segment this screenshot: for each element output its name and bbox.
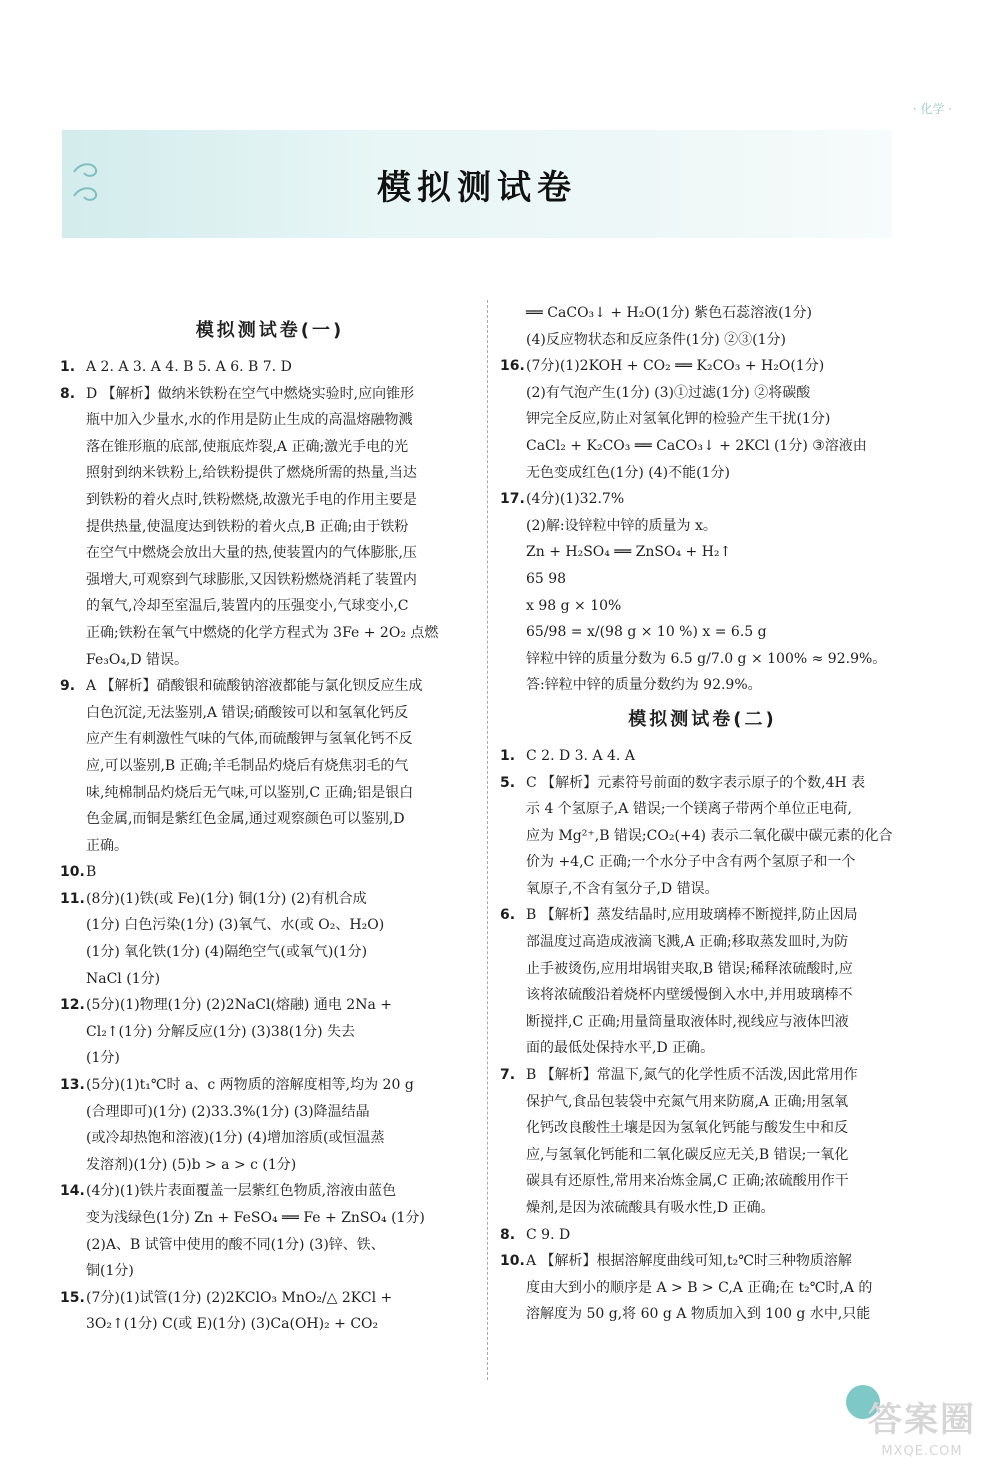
answer-line: (1分) 氧化铁(1分) (4)隔绝空气(或氧气)(1分) [86,944,368,961]
answer-body [526,743,905,770]
answer-body [526,300,905,353]
answer-line: 强增大,可观察到气球膨胀,又因铁粉燃烧消耗了装置内 [86,571,417,588]
answer-item [500,486,905,699]
answer-line: x 98 g × 10% [526,597,622,614]
answer-body [86,381,480,674]
answer-line: B 【解析】蒸发结晶时,应用玻璃棒不断搅拌,防止因局 [526,907,858,924]
answer-line: ══ CaCO₃↓ + H₂O(1分) 紫色石蕊溶液(1分) [526,305,812,321]
answer-line: 止手被烫伤,应用坩埚钳夹取,B 错误;稀释浓硫酸时,应 [526,960,853,977]
answer-body [86,1285,480,1338]
answer-item [500,1248,905,1328]
answer-body [86,673,480,859]
answer-line: (4)反应物状态和反应条件(1分) ②③(1分) [526,331,786,348]
answer-line: 应,可以鉴别,B 正确;羊毛制品灼烧后有烧焦羽毛的气 [86,757,409,774]
answer-line: 保护气,食品包装袋中充氮气用来防腐,A 正确;用氢氧 [526,1093,849,1110]
answer-line: 味,纯棉制品灼烧后无气味,可以鉴别,C 正确;铝是银白 [86,784,414,801]
answer-line: (4分)(1)32.7% [526,491,625,508]
answer-line: 发溶剂)(1分) (5)b > a > c (1分) [86,1156,297,1173]
answer-item [500,1062,905,1222]
section-1-answers-continued [500,353,905,699]
answer-line: D 【解析】做纳米铁粉在空气中燃烧实验时,应向锥形 [86,385,415,402]
answer-line: A 【解析】硝酸银和硫酸钠溶液都能与氯化钡反应生成 [86,678,423,695]
answer-number: 16. [500,358,525,375]
answer-line: (1分) 白色污染(1分) (3)氧气、水(或 O₂、H₂O) [86,917,385,934]
answer-line: 应产生有刺激性气味的气体,而硫酸钾与氢氧化钙不反 [86,731,413,748]
answer-body [86,886,480,992]
answer-number: 8. [60,385,76,402]
answer-body [86,992,480,1072]
answer-number: 11. [60,890,85,907]
watermark-sub: MXQE.COM [881,1444,963,1459]
corner-tag: · 化学 · [912,102,952,116]
answer-item [60,673,480,859]
answer-line: 在空气中燃烧会放出大量的热,使装置内的气体膨胀,压 [86,545,417,562]
answer-number: 12. [60,997,85,1014]
answer-body [526,1222,905,1249]
answer-line: 65/98 = x/(98 g × 10 %) x = 6.5 g [526,624,767,641]
answer-number: 6. [500,907,516,924]
answer-line: 瓶中加入少量水,水的作用是防止生成的高温熔融物溅 [86,412,413,429]
answer-line: NaCl (1分) [86,970,161,987]
answer-number: 13. [60,1077,85,1094]
answer-number: 10. [500,1253,525,1270]
answer-number: 17. [500,491,525,508]
answer-number [500,300,526,353]
answer-line: 3O₂↑(1分) C(或 E)(1分) (3)Ca(OH)₂ + CO₂ [86,1316,379,1333]
watermark-main: 答案圈 [868,1400,976,1440]
answer-item [500,770,905,903]
answer-item [60,381,480,674]
answer-line: (8分)(1)铁(或 Fe)(1分) 铜(1分) (2)有机合成 [86,890,367,907]
answer-line: CaCl₂ + K₂CO₃ ══ CaCO₃↓ + 2KCl (1分) ③溶液由 [526,437,867,454]
answer-number: 14. [60,1183,85,1200]
answer-number: 7. [500,1067,516,1084]
answer-line: 的氧气,冷却至室温后,装置内的压强变小,气球变小,C [86,598,409,615]
answer-item [500,1222,905,1249]
answer-item [60,1072,480,1178]
answer-line: C 2. D 3. A 4. A [526,747,635,764]
answer-item [60,859,480,886]
answer-line: C 【解析】元素符号前面的数字表示原子的个数,4H 表 [526,774,866,791]
answer-line: 答:锌粒中锌的质量分数约为 92.9%。 [526,677,762,694]
answer-line: C 9. D [526,1226,571,1243]
answer-line: B 【解析】常温下,氮气的化学性质不活泼,因此常用作 [526,1067,858,1084]
answer-line: 碳具有还原性,常用来冶炼金属,C 正确;浓硫酸用作干 [526,1173,849,1190]
answer-line: 无色变成红色(1分) (4)不能(1分) [526,464,730,481]
answer-body [526,902,905,1062]
answer-line: (合理即可)(1分) (2)33.3%(1分) (3)降温结晶 [86,1103,370,1120]
answer-number: 1. [500,747,516,764]
answer-line: 白色沉淀,无法鉴别,A 错误;硝酸铵可以和氢氧化钙反 [86,704,409,721]
section-2-answers [500,743,905,1328]
answer-line: 锌粒中锌的质量分数为 6.5 g/7.0 g × 100% ≈ 92.9%。 [526,650,887,667]
answer-line: 燥剂,是因为浓硫酸具有吸水性,D 正确。 [526,1200,775,1216]
answer-body [86,859,480,886]
answer-line: 变为浅绿色(1分) Zn + FeSO₄ ══ Fe + ZnSO₄ (1分) [86,1210,425,1226]
answer-number: 15. [60,1289,85,1306]
answer-line: 色金属,而铜是紫红色金属,通过观察颜色可以鉴别,D [86,811,405,828]
answer-line: 落在锥形瓶的底部,使瓶底炸裂,A 正确;激光手电的光 [86,438,409,455]
answer-line: 氧原子,不含有氢分子,D 错误。 [526,880,719,897]
answer-number: 8. [500,1226,516,1243]
answer-line: Fe₃O₄,D 错误。 [86,651,189,668]
answer-item [500,902,905,1062]
answer-line: (2)解:设锌粒中锌的质量为 x。 [526,517,717,534]
answer-line: (或冷却热饱和溶液)(1分) (4)增加溶质(或恒温蒸 [86,1130,385,1147]
answer-line: 铜(1分) [86,1263,134,1280]
answer-line: A 2. A 3. A 4. B 5. A 6. B 7. D [86,359,292,375]
answer-line: 应,与氢氧化钙能和二氧化碳反应无关,B 错误;一氧化 [526,1146,849,1163]
left-column [60,310,480,1338]
answer-body [86,1072,480,1178]
answer-line: 正确;铁粉在氧气中燃烧的化学方程式为 3Fe + 2O₂ 点燃 [86,624,439,641]
answer-body [526,1248,905,1328]
section-title-1: 模拟测试卷(一) [195,320,345,341]
answer-line: Cl₂↑(1分) 分解反应(1分) (3)38(1分) 失去 [86,1023,356,1040]
answer-line: 度由大到小的顺序是 A > B > C,A 正确;在 t₂℃时,A 的 [526,1279,873,1296]
answer-item [60,1178,480,1284]
answer-line: 到铁粉的着火点时,铁粉燃烧,故激光手电的作用主要是 [86,491,417,508]
answer-body [526,770,905,903]
answer-item [60,1285,480,1338]
answer-body [86,354,480,381]
page-title: 模拟测试卷 [377,168,577,208]
answer-body [526,1062,905,1222]
answer-item [500,353,905,486]
answer-number: 9. [60,678,76,695]
answer-line: (2)A、B 试管中使用的酸不同(1分) (3)锌、铁、 [86,1236,385,1253]
answer-line: B [86,864,97,881]
answer-item [60,354,480,381]
answer-body [526,353,905,486]
watermark [862,1398,982,1470]
answer-line: 部温度过高造成液滴飞溅,A 正确;移取蒸发皿时,为防 [526,934,849,951]
answer-item [60,992,480,1072]
answer-line: (2)有气泡产生(1分) (3)①过滤(1分) ②将碳酸 [526,384,811,401]
answer-line: 面的最低处保持水平,D 正确。 [526,1040,715,1057]
section-title-2: 模拟测试卷(二) [628,708,777,730]
answer-line: 65 98 [526,570,567,587]
answer-item-continued [500,300,905,353]
answer-line: 断搅拌,C 正确;用量筒量取液体时,视线应与液体凹液 [526,1013,849,1030]
answer-line: 应为 Mg²⁺,B 错误;CO₂(+4) 表示二氧化碳中碳元素的化合 [526,827,893,844]
answer-number: 5. [500,774,516,791]
answer-item [500,743,905,770]
answer-line: Zn + H₂SO₄ ══ ZnSO₄ + H₂↑ [526,544,732,561]
answer-line: (1分) [86,1050,120,1067]
answer-number: 1. [60,359,76,375]
title-banner [62,130,892,238]
answer-line: (5分)(1)物理(1分) (2)2NaCl(熔融) 通电 2Na + [86,997,392,1014]
answer-line: (5分)(1)t₁℃时 a、c 两物质的溶解度相等,均为 20 g [86,1077,414,1094]
section-1-answers [60,354,480,1338]
answer-line: 该将浓硫酸沿着烧杯内壁缓慢倒入水中,并用玻璃棒不 [526,987,853,1004]
answer-number: 10. [60,864,85,881]
answer-line: (4分)(1)铁片表面覆盖一层紫红色物质,溶液由蓝色 [86,1183,397,1200]
answer-line: 化钙改良酸性土壤是因为氢氧化钙能与酸发生中和反 [526,1120,848,1137]
answer-line: (7分)(1)试管(1分) (2)2KClO₃ MnO₂/△ 2KCl + [86,1289,393,1306]
answer-body [86,1178,480,1284]
column-divider [487,300,488,1380]
answer-line: 正确。 [86,837,128,854]
answer-line: (7分)(1)2KOH + CO₂ ══ K₂CO₃ + H₂O(1分) [526,358,825,375]
answer-line: 钾完全反应,防止对氢氧化钾的检验产生干扰(1分) [526,411,831,428]
answer-line: 照射到纳米铁粉上,给铁粉提供了燃烧所需的热量,当达 [86,465,417,482]
answer-body [526,486,905,699]
answer-line: 提供热量,使温度达到铁粉的着火点,B 正确;由于铁粉 [86,518,409,535]
answer-line: 溶解度为 50 g,将 60 g A 物质加入到 100 g 水中,只能 [526,1306,871,1323]
right-column [500,300,905,1328]
answer-line: 价为 +4,C 正确;一个水分子中含有两个氢原子和一个 [526,854,856,871]
answer-line: A 【解析】根据溶解度曲线可知,t₂℃时三种物质溶解 [526,1253,852,1270]
answer-item [60,886,480,992]
answer-line: 示 4 个氢原子,A 错误;一个镁离子带两个单位正电荷, [526,801,852,818]
